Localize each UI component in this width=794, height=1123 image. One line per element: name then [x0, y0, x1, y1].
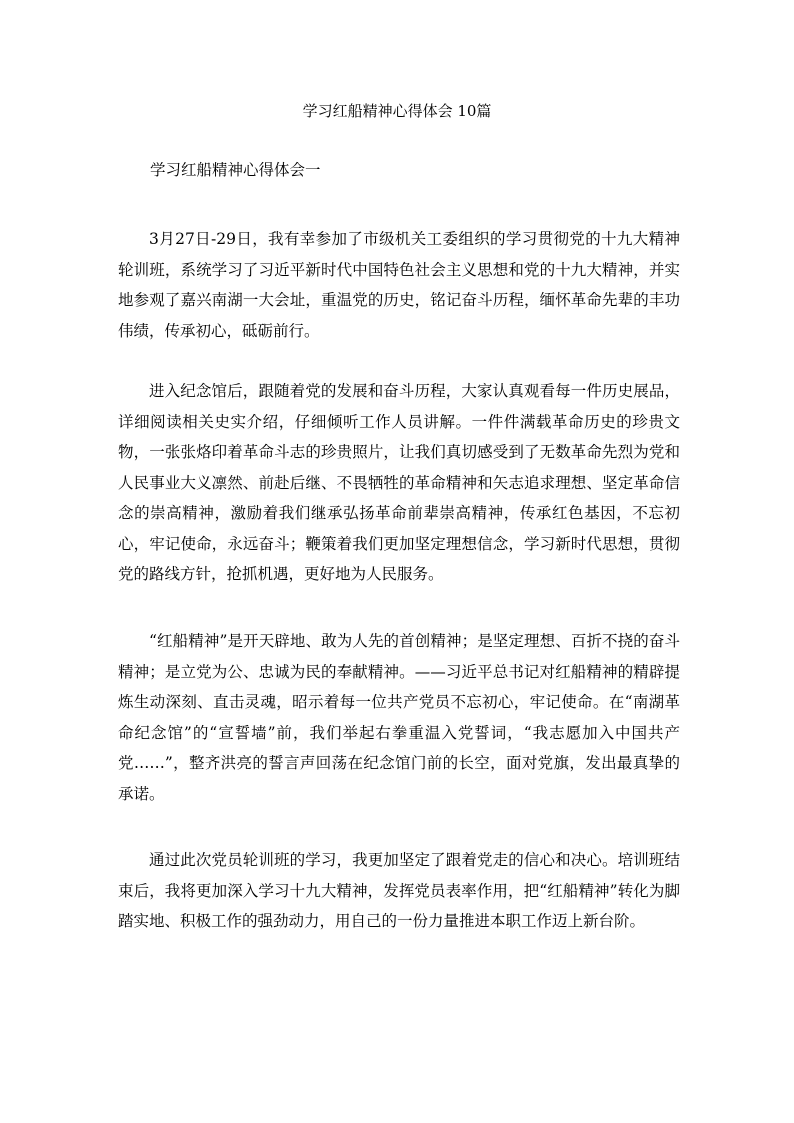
section-heading: 学习红船精神心得体会一	[150, 161, 321, 179]
body-paragraph-3: “红船精神”是开天辟地、敢为人先的首创精神；是坚定理想、百折不挠的奋斗精神；是立党为公、忠诚为民的奉献精神。——习近平总书记对红船精神的精辟提炼生动深刻、直击灵魂，昭示着每一位共产党员不忘初心，牢记使命。在“南湖革命纪念馆”的“宣誓墙”前，我们举起右拳重温入党誓词，“我志愿加入中国共产党……”，整齐洪亮的誓言声回荡在纪念馆门前的长空，面对党旗，发出最真挚的承诺。	[118, 632, 680, 803]
body-paragraph-4: 通过此次党员轮训班的学习，我更加坚定了跟着党走的信心和决心。培训班结束后，我将更加深入学习十九大精神，发挥党员表率作用，把“红船精神”转化为脚踏实地、积极工作的强劲动力，用自己的一份力量推进本职工作迈上新台阶。	[118, 851, 680, 930]
body-paragraph-1: 3月27日-29日，我有幸参加了市级机关工委组织的学习贯彻党的十九大精神轮训班，系统学习了习近平新时代中国特色社会主义思想和党的十九大精神，并实地参观了嘉兴南湖一大会址，重温党的历史，铭记奋斗历程，缅怀革命先辈的丰功伟绩，传承初心，砥砺前行。	[118, 230, 680, 340]
document-title: 学习红船精神心得体会 10篇	[302, 102, 492, 120]
body-paragraph-2: 进入纪念馆后，跟随着党的发展和奋斗历程，大家认真观看每一件历史展品，详细阅读相关史实介绍，仔细倾听工作人员讲解。一件件满载革命历史的珍贵文物，一张张烙印着革命斗志的珍贵照片，让我们真切感受到了无数革命先烈为党和人民事业大义凛然、前赴后继、不畏牺牲的革命精神和矢志追求理想、坚定革命信念的崇高精神，激励着我们继承弘扬革命前辈崇高精神，传承红色基因，不忘初心，牢记使命，永远奋斗；鞭策着我们更加坚定理想信念，学习新时代思想，贯彻党的路线方针，抢抓机遇，更好地为人民服务。	[118, 382, 680, 583]
